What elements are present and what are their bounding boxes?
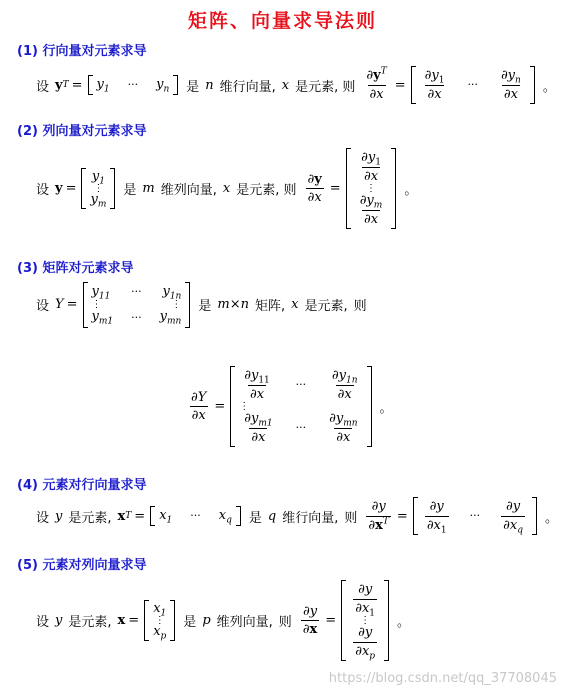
section-3-heading: (3) 矩阵对元素求导 — [17, 261, 134, 276]
section-3-matrix-def: 设 Y = $y_{11}$ ··· $y_{1n}$ ⋮ ⋮ $y_{m1}$ ··· $y_{mn}$ 是 m × n 矩阵, x 是元素, 则 — [36, 284, 367, 327]
section-3-derivative: $\frac{\partial Y}{\partial x}$ = $\frac{\partial y_{11}}{\partial x}$ ··· $\frac{\partial y_{1n}}{\partial x}$ ⋮ $\frac{\partial y_{m1}}{\partial x}$ ··· $\frac{\partial y_{mn}}{\partial x}$ 。 — [186, 366, 393, 447]
page-title: 矩阵、向量求导法则 — [187, 10, 377, 32]
section-5-formula: 设 y 是元素, x = $x_1$ ⋮ $x_p$ 是 p 维列向量, 则 $\frac{\partial y}{\partial x}$ = $\frac{\partial y}{\partial x_1}$ ⋮ $\frac{\partial y}{\partial x_p}$ 。 — [36, 582, 411, 662]
section-1-heading: (1) 行向量对元素求导 — [17, 44, 147, 59]
section-2-heading: (2) 列向量对元素求导 — [17, 124, 147, 139]
watermark: https://blog.csdn.net/qq_37708045 — [328, 671, 557, 686]
section-5-heading: (5) 元素对列向量求导 — [17, 558, 147, 573]
section-2-formula: 设 y = $y_1$ ⋮ $y_m$ 是 m 维列向量, x 是元素, 则 $\frac{\partial y}{\partial x}$ = $\frac{\partial y_1}{\partial x}$ ⋮ $\frac{\partial y_m}{\partial x}$ 。 — [36, 148, 417, 229]
section-4-formula: 设 y 是元素, x T = $x_1$ ··· $x_q$ 是 q 维行向量, 则 $\frac{\partial y}{\partial x^T}$ = $\frac{\partial y}{\partial x_1}$ ··· $\frac{\partial y}{\partial x_q}$ 。 — [36, 499, 558, 536]
section-4-heading: (4) 元素对行向量求导 — [17, 478, 147, 493]
section-1-formula: 设 y T = $y_1$ ··· $y_n$ 是 n 维行向量, x 是元素, 则 $\frac{\partial y^T}{\partial x}$ = $\frac{\partial y_1}{\partial x}$ ··· $\frac{\partial y_n}{\partial x}$ 。 — [36, 66, 556, 104]
